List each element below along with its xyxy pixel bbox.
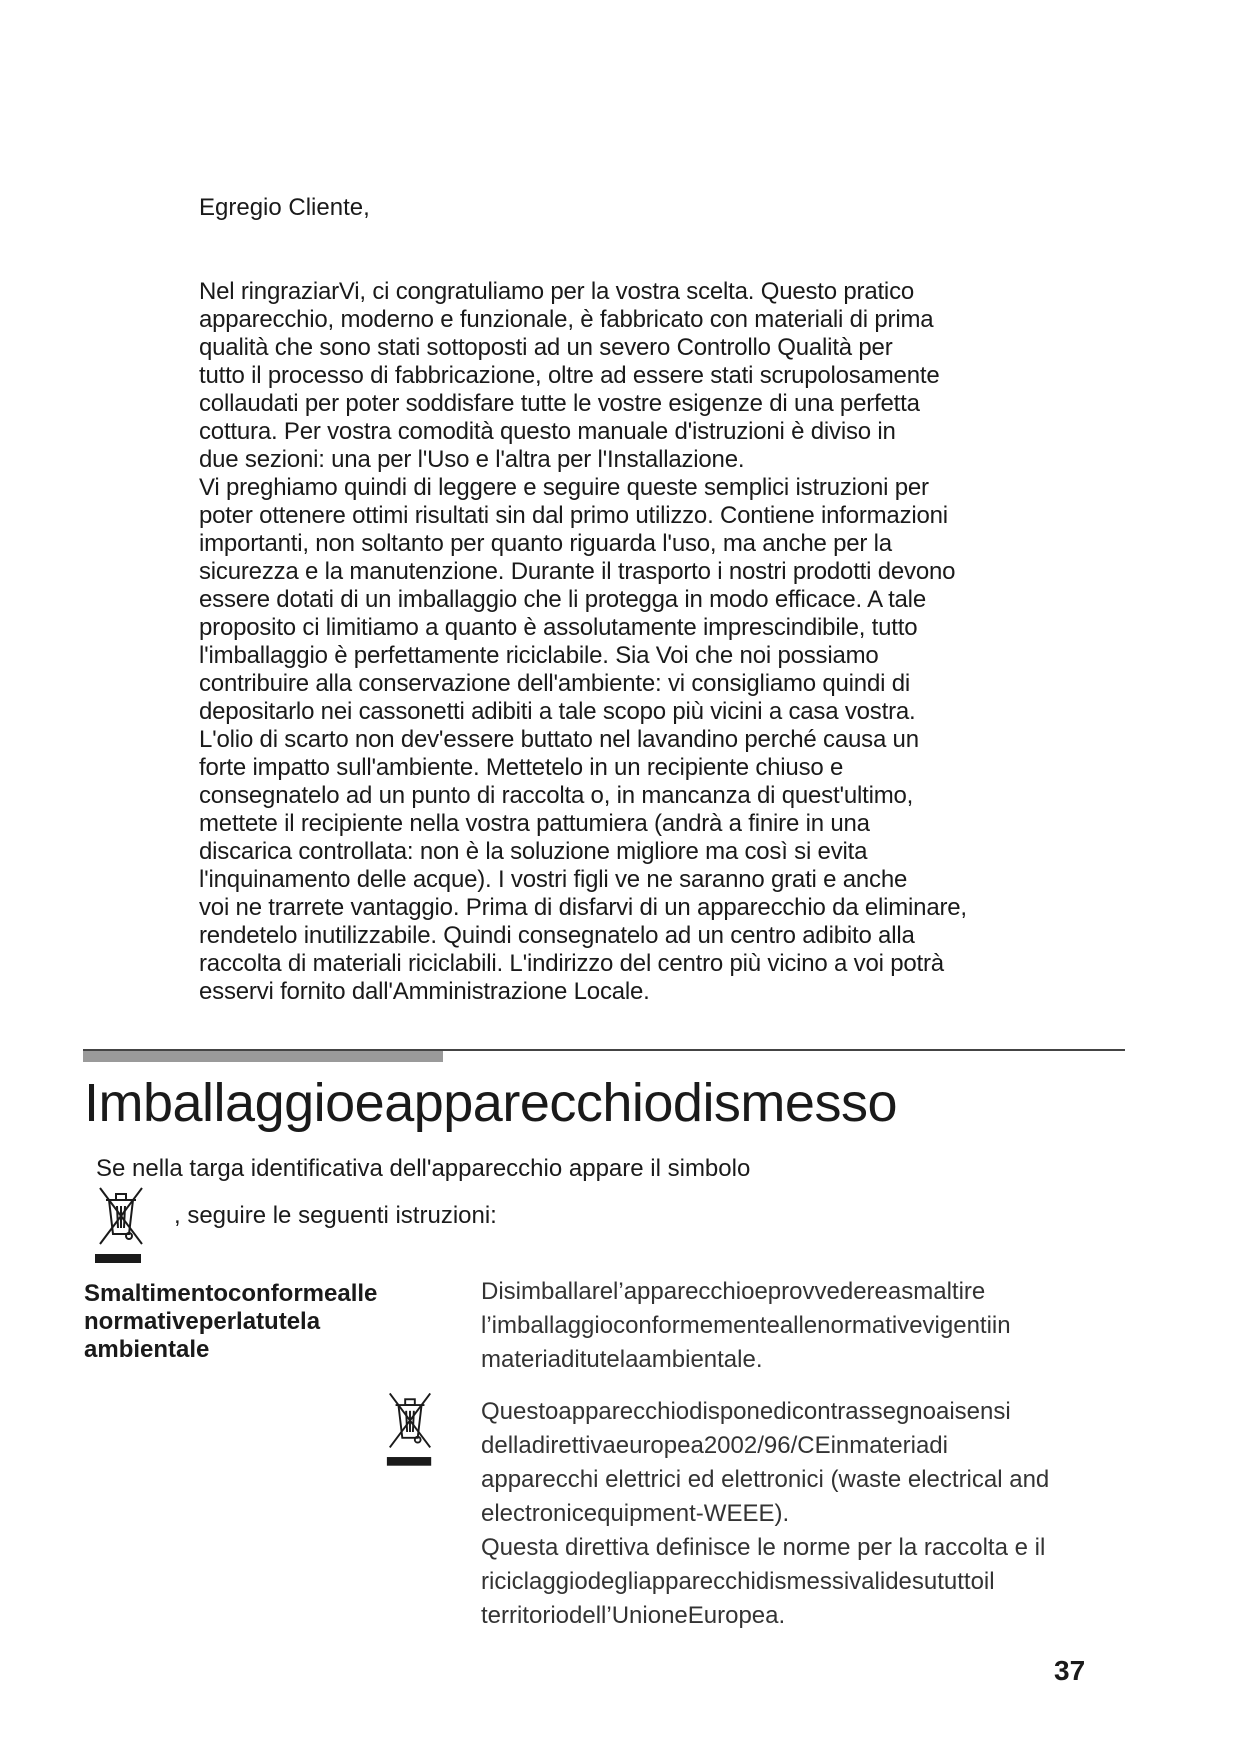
- intro-line: consegnatelo ad un punto di raccolta o, in mancanza di quest'ultimo,: [199, 782, 914, 809]
- weee-bin-icon: [384, 1390, 436, 1474]
- intro-paragraph: [199, 278, 1079, 1006]
- packaging-paragraph: [481, 1275, 1141, 1377]
- intro-line: l'inquinamento delle acque). I vostri figli ve ne saranno grati e anche: [199, 866, 908, 893]
- intro-line: qualità che sono stati sottoposti ad un severo Controllo Qualità per: [199, 334, 893, 361]
- intro-line: contribuire alla conservazione dell'ambiente: vi consigliamo quindi di: [199, 670, 910, 697]
- weee-bin-icon: [94, 1186, 148, 1270]
- weee-paragraph: [481, 1395, 1141, 1531]
- paragraph-line: apparecchi elettrici ed elettronici (waste electrical and: [481, 1466, 1050, 1493]
- greeting: Egregio Cliente,: [199, 194, 370, 221]
- paragraph-line: Questoapparecchiodisponedicontrassegnoaisensi: [481, 1398, 1011, 1425]
- intro-line: raccolta di materiali riciclabili. L'indirizzo del centro più vicino a voi potrà: [199, 950, 944, 977]
- paragraph-line: riciclaggiodegliapparecchidismessivalidesututtoil: [481, 1568, 995, 1595]
- intro-line: mettete il recipiente nella vostra pattumiera (andrà a finire in una: [199, 810, 870, 837]
- intro-line: Nel ringraziarVi, ci congratuliamo per la vostra scelta. Questo pratico: [199, 278, 915, 305]
- intro-line: proposito ci limitiamo a quanto è assolutamente imprescindibile, tutto: [199, 614, 918, 641]
- disposal-heading-line: Smaltimentoconformealle: [84, 1280, 378, 1307]
- intro-line: esservi fornito dall'Amministrazione Locale.: [199, 978, 650, 1005]
- directive-paragraph: [481, 1531, 1141, 1633]
- intro-line: l'imballaggio è perfettamente riciclabile. Sia Voi che noi possiamo: [199, 642, 879, 669]
- disposal-heading: [84, 1280, 424, 1364]
- intro-line: forte impatto sull'ambiente. Mettetelo in un recipiente chiuso e: [199, 754, 844, 781]
- paragraph-line: materiaditutelaambientale.: [481, 1346, 763, 1373]
- symbol-intro-text: Se nella targa identificativa dell'apparecchio appare il simbolo: [96, 1155, 751, 1182]
- intro-line: apparecchio, moderno e funzionale, è fabbricato con materiali di prima: [199, 306, 934, 333]
- paragraph-line: territoriodell’UnioneEuropea.: [481, 1602, 786, 1629]
- intro-line: importanti, non soltanto per quanto riguarda l'uso, ma anche per la: [199, 530, 892, 557]
- intro-line: collaudati per poter soddisfare tutte le vostre esigenze di una perfetta: [199, 390, 920, 417]
- intro-line: due sezioni: una per l'Uso e l'altra per l'Installazione.: [199, 446, 745, 473]
- intro-line: L'olio di scarto non dev'essere buttato nel lavandino perché causa un: [199, 726, 919, 753]
- section-divider-accent: [83, 1051, 443, 1062]
- paragraph-line: Disimballarel’apparecchioeprovvedereasmaltire: [481, 1278, 986, 1305]
- intro-line: voi ne trarrete vantaggio. Prima di disfarvi di un apparecchio da eliminare,: [199, 894, 967, 921]
- symbol-follow-text: , seguire le seguenti istruzioni:: [174, 1202, 497, 1229]
- intro-line: cottura. Per vostra comodità questo manuale d'istruzioni è diviso in: [199, 418, 896, 445]
- page-number: 37: [1054, 1655, 1086, 1686]
- intro-line: discarica controllata: non è la soluzione migliore ma così si evita: [199, 838, 868, 865]
- disposal-heading-line: normativeperlatutela: [84, 1308, 321, 1335]
- paragraph-line: electronicequipment-WEEE).: [481, 1500, 790, 1527]
- intro-line: tutto il processo di fabbricazione, oltre ad essere stati scrupolosamente: [199, 362, 940, 389]
- intro-line: rendetelo inutilizzabile. Quindi consegnatelo ad un centro adibito alla: [199, 922, 915, 949]
- intro-line: depositarlo nei cassonetti adibiti a tale scopo più vicini a casa vostra.: [199, 698, 916, 725]
- paragraph-line: Questa direttiva definisce le norme per la raccolta e il: [481, 1534, 1046, 1561]
- intro-line: Vi preghiamo quindi di leggere e seguire queste semplici istruzioni per: [199, 474, 929, 501]
- intro-line: sicurezza e la manutenzione. Durante il trasporto i nostri prodotti devono: [199, 558, 956, 585]
- paragraph-line: l’imballaggioconformementeallenormativevigentiin: [481, 1312, 1011, 1339]
- intro-line: poter ottenere ottimi risultati sin dal primo utilizzo. Contiene informazioni: [199, 502, 948, 529]
- intro-line: essere dotati di un imballaggio che li protegga in modo efficace. A tale: [199, 586, 926, 613]
- paragraph-line: delladirettivaeuropea2002/96/CEinmateriadi: [481, 1432, 948, 1459]
- disposal-heading-line: ambientale: [84, 1336, 210, 1363]
- section-title: Imballaggioeapparecchiodismesso: [84, 1073, 897, 1133]
